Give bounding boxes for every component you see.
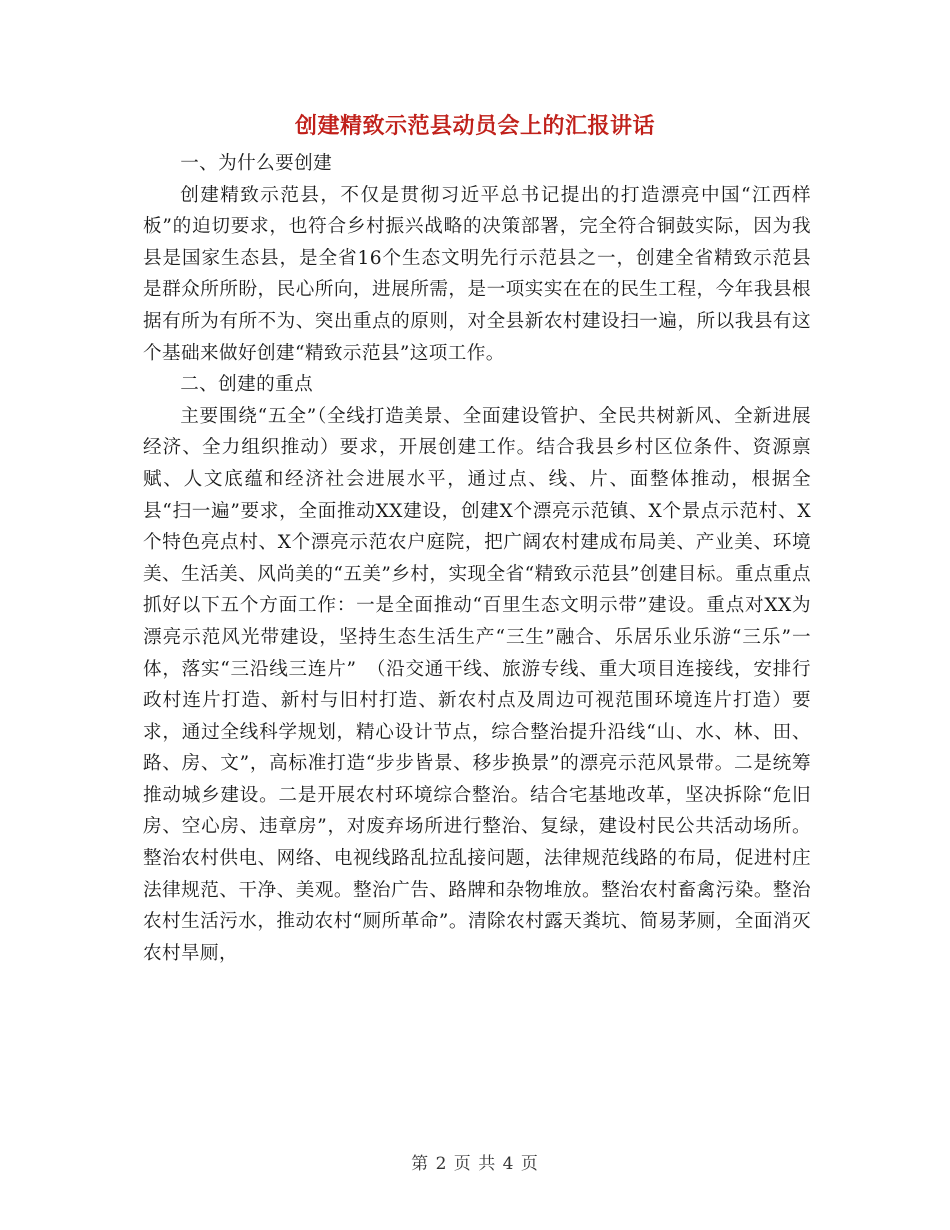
page-footer: 第 2 页 共 4 页	[411, 1154, 539, 1174]
paragraph-focus-content: 主要围绕“五全”（全线打造美景、全面建设管护、全民共树新风、全新进展经济、全力组织推动）要求，开展创建工作。结合我县乡村区位条件、资源禀赋、人文底蕴和经济社会进展水平，通过点、线、片、面整体推动，根据全县“扫一遍”要求，全面推动XX建设，创建X个漂亮示范镇、X个景点示范村、X个特色亮点村、X个漂亮示范农户庭院，把广阔农村建成布局美、产业美、环境美、生活美、风尚美的“五美”乡村，实现全省“精致示范县”创建目标。重点重点抓好以下五个方面工作：一是全面推动“百里生态文明示带”建设。重点对XX为漂亮示范风光带建设，坚持生态生活生产“三生”融合、乐居乐业乐游“三乐”一体，落实“三沿线三连片” （沿交通干线、旅游专线、重大项目连接线，安排行政村连片打造、新村与旧村打造、新农村点及周边可视范围环境连片打造）要求，通过全线科学规划，精心设计节点，综合整治提升沿线“山、水、林、田、路、房、文”，高标准打造“步步皆景、移步换景”的漂亮示范风景带。二是统筹推动城乡建设。二是开展农村环境综合整治。结合宅基地改革，坚决拆除“危旧房、空心房、违章房”，对废弃场所进行整治、复绿，建设村民公共活动场所。整治农村供电、网络、电视线路乱拉乱接问题，法律规范线路的布局，促进村庄法律规范、干净、美观。整治广告、路牌和杂物堆放。整治农村畜禽污染。整治农村生活污水，推动农村“厕所革命”。清除农村露天粪坑、简易茅厕，全面消灭农村旱厕，	[143, 405, 811, 964]
section-heading-focus: 二、创建的重点	[180, 374, 314, 396]
paragraph-why-content: 创建精致示范县，不仅是贯彻习近平总书记提出的打造漂亮中国“江西样板”的迫切要求，也符合乡村振兴战略的决策部署，完全符合铜鼓实际，因为我县是国家生态县，是全省16个生态文明先行示范县之一，创建全省精致示范县是群众所所盼，民心所向，进展所需，是一项实实在在的民生工程，今年我县根据有所为有所不为、突出重点的原则，对全县新农村建设扫一遍，所以我县有这个基础来做好创建“精致示范县”这项工作。	[143, 184, 811, 364]
document-title: 创建精致示范县动员会上的汇报讲话	[294, 113, 655, 139]
section-heading-why: 一、为什么要创建	[180, 153, 333, 174]
document-body	[143, 148, 811, 969]
